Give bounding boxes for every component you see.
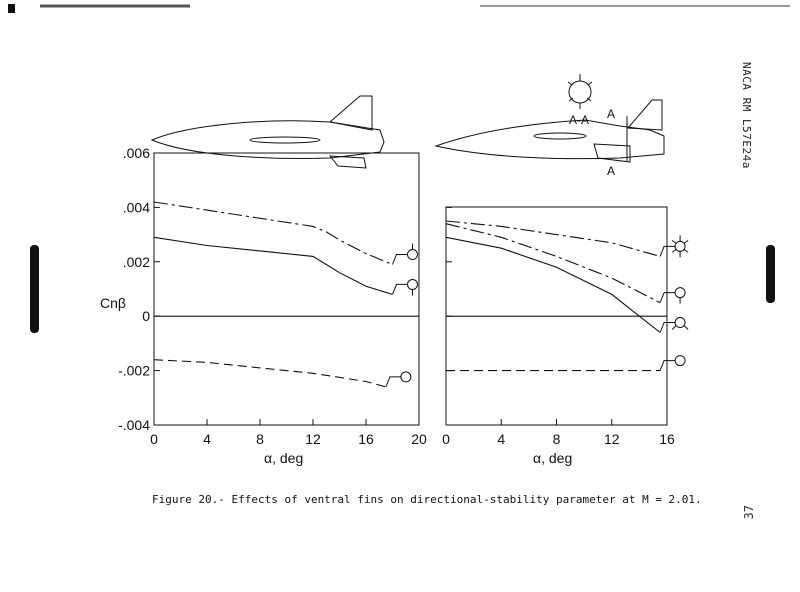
- left-ytick-label: 0: [142, 308, 150, 325]
- left-series-3-symbol: [401, 372, 411, 382]
- left-series-0-symbol: [408, 244, 418, 260]
- right-xtick-label: 16: [659, 431, 675, 447]
- right-xtick-label: 8: [552, 431, 561, 447]
- left-series-1-symbol: [408, 279, 418, 295]
- left-ytick-label: -.002: [118, 362, 150, 379]
- right-series-2-line: [446, 237, 660, 332]
- binding-hole-left: [30, 245, 39, 333]
- left-plot-frame: [154, 153, 419, 425]
- right-series-2-symbol: [672, 318, 688, 330]
- left-series-0-leader: [393, 255, 408, 265]
- right-series-2-leader: [660, 323, 675, 333]
- left-ylabel: Cnβ: [100, 295, 126, 311]
- left-plot: [100, 145, 427, 466]
- section-label: A-A: [569, 113, 590, 127]
- right-xtick-label: 0: [442, 431, 450, 447]
- right-plot: [442, 207, 688, 466]
- left-ytick-label: .006: [122, 145, 150, 161]
- right-series-1-symbol: [675, 288, 685, 304]
- left-xtick-label: 0: [150, 431, 158, 447]
- left-series-3-leader: [386, 377, 401, 387]
- report-id: NACA RM L57E24a: [740, 62, 753, 169]
- right-series-1-leader: [660, 293, 675, 303]
- right-series-4-symbol: [675, 356, 685, 366]
- left-ytick-label: .004: [122, 199, 150, 216]
- right-xtick-label: 4: [497, 431, 506, 447]
- page-number: 37: [742, 505, 756, 520]
- left-series-1-line: [154, 237, 393, 294]
- left-ytick-label: .002: [122, 253, 150, 270]
- left-xtick-label: 20: [411, 431, 427, 447]
- left-xtick-label: 16: [358, 431, 374, 447]
- binding-hole-right: [766, 245, 775, 303]
- section-marker-top: A: [607, 107, 616, 121]
- left-series-0-line: [154, 202, 393, 265]
- scan-mark: [8, 4, 15, 13]
- section-marker-bottom: A: [607, 164, 616, 178]
- model-sketch-right: [436, 74, 664, 162]
- right-xtick-label: 12: [603, 431, 620, 447]
- left-xtick-label: 12: [305, 431, 321, 447]
- left-xtick-label: 4: [203, 431, 211, 447]
- left-xlabel: α, deg: [264, 450, 304, 466]
- right-series-4-leader: [660, 361, 675, 371]
- right-series-0-line: [446, 221, 660, 256]
- model-sketch-left: [152, 96, 384, 168]
- figure-caption: Figure 20.- Effects of ventral fins on directional-stability parameter at M = 2.01.: [152, 493, 702, 506]
- left-series-3-line: [154, 360, 386, 387]
- left-xtick-label: 8: [256, 431, 264, 447]
- left-series-1-leader: [393, 284, 408, 294]
- left-ytick-label: -.004: [118, 417, 150, 433]
- right-xlabel: α, deg: [533, 450, 573, 466]
- right-series-1-line: [446, 224, 660, 303]
